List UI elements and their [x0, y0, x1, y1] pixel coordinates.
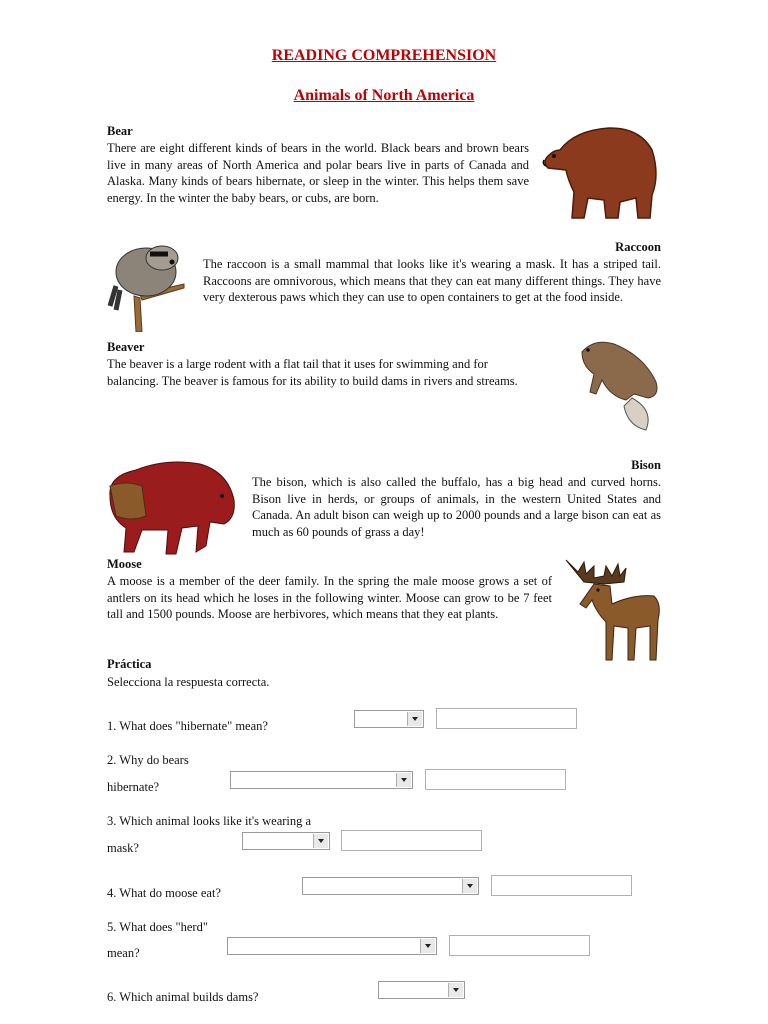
chevron-down-icon[interactable]: [420, 939, 435, 953]
beaver-illustration: [574, 336, 662, 432]
answer-4-field[interactable]: [491, 875, 632, 896]
page-subtitle: Animals of North America: [293, 87, 475, 104]
page-title: READING COMPREHENSION: [271, 47, 497, 64]
question-3: 3. Which animal looks like it's wearing a: [107, 814, 312, 828]
raccoon-text: The raccoon is a small mammal that looks like it's wearing a mask. It has a striped tail. Raccoons are omnivorous, which means that they can eat many different things. They have very dexterous paws which they can use to open containers to get at the food inside.: [203, 257, 661, 305]
chevron-down-icon[interactable]: [448, 983, 463, 997]
answer-2-field[interactable]: [425, 769, 566, 790]
moose-text: A moose is a member of the deer family. In the spring the male moose grows a set of antlers on its head which he loses in the following winter. Moose can grow to be 7 feet tall and 1500 pounds. Moose are herbivores, which means that they eat plants.: [107, 574, 552, 622]
bison-heading: Bison: [631, 458, 661, 472]
answer-5-field[interactable]: [449, 935, 590, 956]
moose-illustration: [564, 556, 664, 664]
practice-instruction: Selecciona la respuesta correcta.: [107, 675, 270, 689]
beaver-text: The beaver is a large rodent with a flat tail that it uses for swimming and for balancing. The beaver is famous for its ability to build dams in rivers and streams.: [107, 357, 518, 388]
chevron-down-icon[interactable]: [407, 712, 422, 726]
bear-illustration: [540, 120, 662, 222]
answer-1-field[interactable]: [436, 708, 577, 729]
raccoon-heading: Raccoon: [615, 240, 661, 254]
question-3-cont: mask?: [107, 841, 139, 855]
chevron-down-icon[interactable]: [396, 773, 411, 787]
bison-text: The bison, which is also called the buffalo, has a big head and curved horns. Bison live in herds, or groups of animals, in the western United States and Canada. An adult bison can weigh up to 2000 pounds and a large bison can eat as much as 60 pounds of grass a day!: [252, 475, 661, 539]
answer-2-select[interactable]: [230, 771, 413, 789]
bear-heading: Bear: [107, 124, 133, 138]
question-6: 6. Which animal builds dams?: [107, 990, 259, 1004]
bear-text: There are eight different kinds of bears in the world. Black bears and brown bears live in many areas of North America and polar bears live in parts of Canada and Alaska. Many kinds of bears hibernate, or sleep in the winter. This helps them save energy. In the winter the baby bears, or cubs, are born.: [107, 141, 529, 205]
chevron-down-icon[interactable]: [313, 834, 328, 848]
moose-heading: Moose: [107, 557, 142, 571]
answer-6-select[interactable]: [378, 981, 465, 999]
answer-4-select[interactable]: [302, 877, 479, 895]
bison-illustration: [106, 456, 238, 560]
practice-heading: Práctica: [107, 657, 152, 671]
question-5-cont: mean?: [107, 946, 140, 960]
beaver-heading: Beaver: [107, 340, 145, 354]
question-2: 2. Why do bears: [107, 753, 189, 767]
answer-3-select[interactable]: [242, 832, 330, 850]
raccoon-illustration: [106, 236, 188, 332]
chevron-down-icon[interactable]: [462, 879, 477, 893]
question-4: 4. What do moose eat?: [107, 886, 221, 900]
question-5: 5. What does "herd": [107, 920, 208, 934]
answer-1-select[interactable]: [354, 710, 424, 728]
answer-3-field[interactable]: [341, 830, 482, 851]
question-2-cont: hibernate?: [107, 780, 160, 794]
answer-5-select[interactable]: [227, 937, 437, 955]
question-1: 1. What does "hibernate" mean?: [107, 719, 268, 733]
